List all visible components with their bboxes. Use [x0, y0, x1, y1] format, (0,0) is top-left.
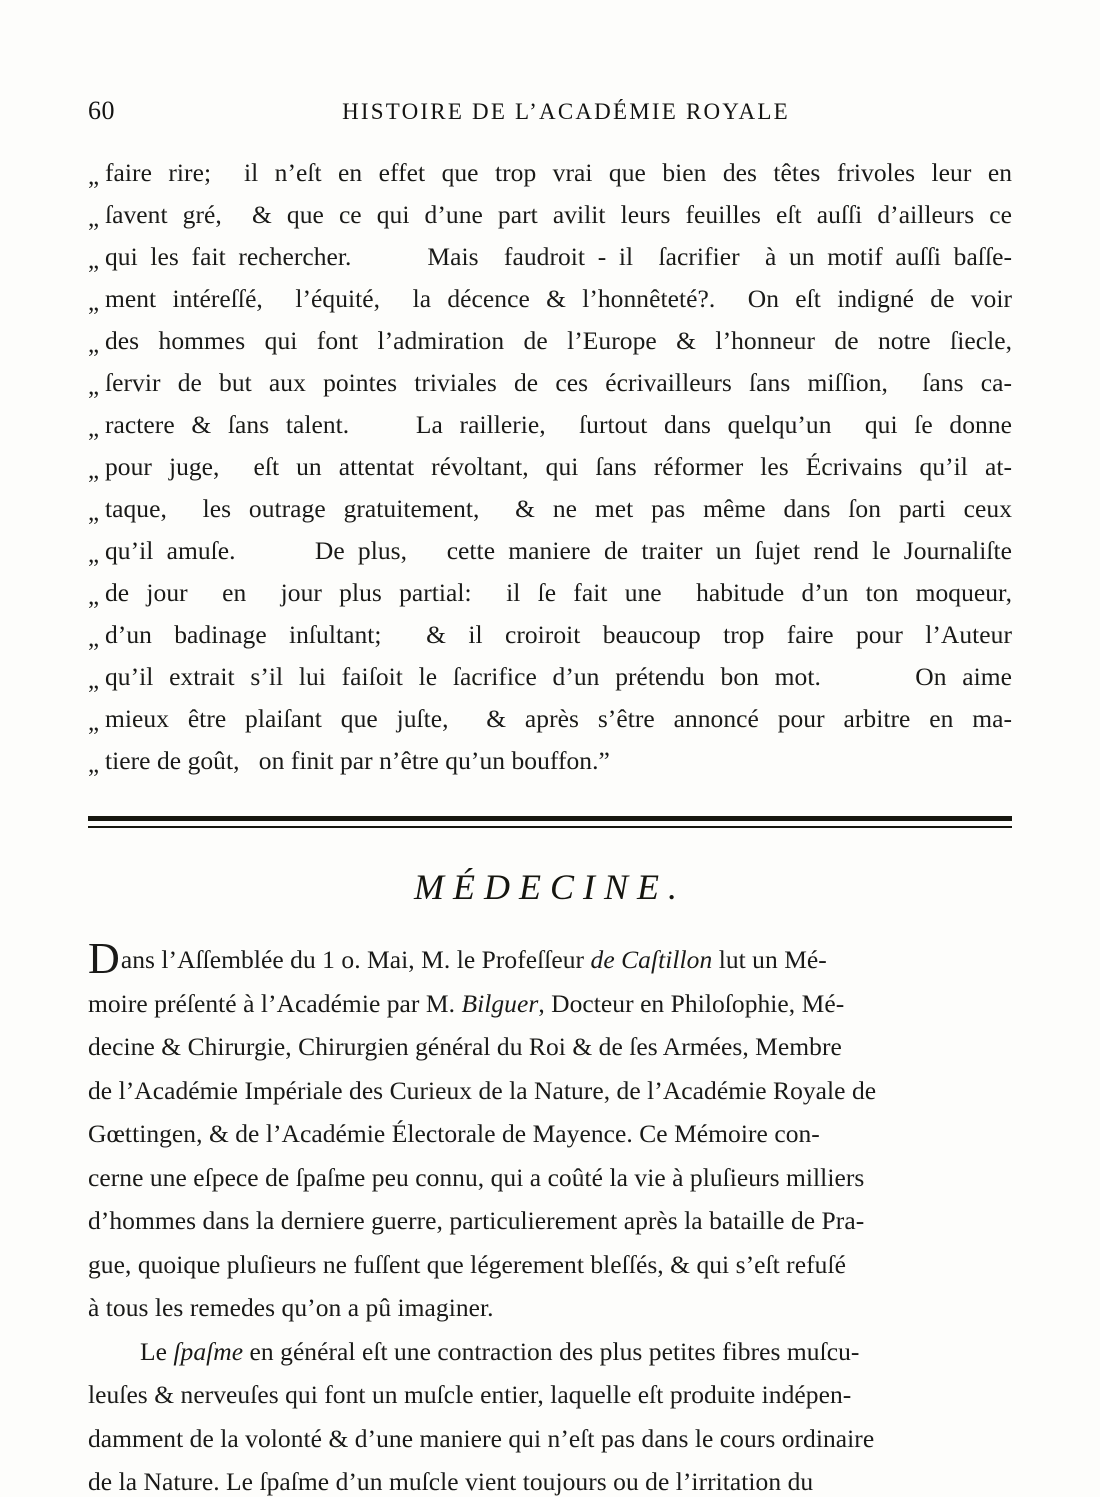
quote-line-text: ment intéreſſé, l’équité, la décence & l’honnêteté?. On eſt indigné de voir: [105, 284, 1012, 313]
paragraph-line: [88, 1200, 1012, 1242]
quote-line: [88, 446, 1012, 488]
paragraph-line: [88, 1287, 1012, 1329]
quote-line-text: qui les fait rechercher. Mais faudroit - il ſacrifier à un motif auſſi baſſe-: [105, 242, 1012, 271]
paragraph-line: [88, 1331, 1012, 1373]
quote-line-text: qu’il extrait s’il lui faiſoit le ſacrifice d’un prétendu bon mot. On aime: [105, 662, 1012, 691]
page-content: [88, 96, 1012, 1505]
quote-line: [88, 572, 1012, 614]
quote-mark-icon: „: [88, 583, 100, 610]
page-header: [88, 96, 1012, 136]
quote-line: [88, 152, 1012, 194]
paragraph-line: [88, 1113, 1012, 1155]
paragraph-line-text: d’hommes dans la derniere guerre, particulierement après la bataille de Pra-: [88, 1206, 865, 1235]
quote-mark-icon: „: [88, 541, 100, 568]
paragraph-line-text: de l’Académie Impériale des Curieux de la Nature, de l’Académie Royale de: [88, 1075, 877, 1105]
paragraph-line: [88, 1157, 1012, 1199]
paragraph-line-text: leuſes & nerveuſes qui font un muſcle entier, laquelle eſt produite indépen-: [88, 1380, 852, 1409]
quote-line: [88, 740, 1012, 782]
quote-line: [88, 488, 1012, 530]
quote-mark-icon: „: [88, 289, 100, 316]
paragraph-line-text: Le ſpaſme en général eſt une contraction des plus petites fibres muſcu-: [140, 1336, 860, 1366]
quote-mark-icon: „: [88, 373, 100, 400]
paragraph-line: [88, 1244, 1012, 1286]
quote-line: [88, 236, 1012, 278]
quote-mark-icon: „: [88, 415, 100, 442]
quote-line: [88, 320, 1012, 362]
quote-line: [88, 530, 1012, 572]
quote-line-text: mieux être plaiſant que juſte, & après s’être annoncé pour arbitre en ma-: [105, 704, 1012, 733]
quote-mark-icon: „: [88, 247, 100, 274]
quote-line-text: d’un badinage inſultant; & il croiroit beaucoup trop faire pour l’Auteur: [105, 620, 1012, 649]
quote-line-text: faire rire; il n’eſt en effet que trop vrai que bien des têtes frivoles leur en: [105, 158, 1012, 187]
paragraph-line-text: gue, quoique pluſieurs ne fuſſent que légerement bleſſés, & qui s’eſt refuſé: [88, 1249, 846, 1279]
divider-rule-thick: [88, 816, 1012, 821]
paragraph-line: [88, 1418, 1012, 1460]
paragraph-line-text: moire préſenté à l’Académie par M. Bilguer, Docteur en Philoſophie, Mé-: [88, 988, 845, 1018]
paragraph-line-text: ans l’Aſſemblée du 1 o. Mai, M. le Profeſſeur de Caſtillon lut un Mé-: [120, 945, 827, 974]
quote-line: [88, 278, 1012, 320]
paragraph-line: [88, 1374, 1012, 1416]
quote-line: [88, 698, 1012, 740]
paragraph-line-text: cerne une eſpece de ſpaſme peu connu, qui a coûté la vie à pluſieurs milliers: [88, 1162, 865, 1192]
paragraph-line: [88, 1461, 1012, 1503]
quote-line-text: taque, les outrage gratuitement, & ne met pas même dans ſon parti ceux: [105, 494, 1012, 523]
quote-mark-icon: „: [88, 667, 100, 694]
quote-line: [88, 194, 1012, 236]
paragraph-line-text: damment de la volonté & d’une maniere qui n’eſt pas dans le cours ordinaire: [88, 1423, 875, 1453]
quote-line: [88, 362, 1012, 404]
drop-cap: D: [88, 934, 120, 983]
quote-line: [88, 404, 1012, 446]
quote-line-text: qu’il amuſe. De plus, cette maniere de traiter un ſujet rend le Journaliſte: [105, 536, 1012, 565]
quote-line-text: ſervir de but aux pointes triviales de ces écrivailleurs ſans miſſion, ſans ca-: [105, 368, 1012, 397]
divider-rule-thin: [88, 826, 1012, 828]
paragraph-line: [88, 1026, 1012, 1068]
quote-line-text: de jour en jour plus partial: il ſe fait une habitude d’un ton moqueur,: [105, 578, 1012, 607]
quoted-passage: [88, 152, 1012, 782]
quote-mark-icon: „: [88, 499, 100, 526]
section-heading: MÉDECINE.: [414, 867, 686, 907]
quote-mark-icon: „: [88, 205, 100, 232]
body-paragraph-2: [88, 1331, 1012, 1503]
paragraph-line-text: à tous les remedes qu’on a pû imaginer.: [88, 1293, 494, 1322]
quote-line: [88, 656, 1012, 698]
paragraph-line: [88, 983, 1012, 1025]
paragraph-line-text: decine & Chirurgie, Chirurgien général du Roi & de ſes Armées, Membre: [88, 1032, 842, 1061]
running-title: HISTOIRE DE L’ACADÉMIE ROYALE: [342, 99, 790, 124]
quote-mark-icon: „: [88, 331, 100, 358]
quote-line: [88, 614, 1012, 656]
section-divider: [88, 816, 1012, 828]
quote-mark-icon: „: [88, 163, 100, 190]
folio-number: 60: [88, 96, 115, 125]
paragraph-line-text: Gœttingen, & de l’Académie Électorale de Mayence. Ce Mémoire con-: [88, 1119, 820, 1148]
quote-line-text: ractere & ſans talent. La raillerie, ſurtout dans quelqu’un qui ſe donne: [105, 410, 1012, 439]
quote-line-text: tiere de goût, on finit par n’être qu’un bouffon.”: [105, 746, 610, 775]
paragraph-line-text: de la Nature. Le ſpaſme d’un muſcle vient toujours ou de l’irritation du: [88, 1467, 814, 1496]
quote-mark-icon: „: [88, 457, 100, 484]
quote-mark-icon: „: [88, 625, 100, 652]
quote-mark-icon: „: [88, 709, 100, 736]
paragraph-line: [88, 1070, 1012, 1112]
paragraph-line: [88, 934, 1012, 981]
quote-line-text: pour juge, eſt un attentat révoltant, qui ſans réformer les Écrivains qu’il at-: [105, 452, 1012, 481]
quote-line-text: ſavent gré, & que ce qui d’une part avilit leurs feuilles eſt auſſi d’ailleurs ce: [105, 200, 1012, 229]
quote-mark-icon: „: [88, 751, 100, 778]
body-paragraph-1: [88, 934, 1012, 1329]
quote-line-text: des hommes qui font l’admiration de l’Europe & l’honneur de notre ſiecle,: [105, 326, 1012, 355]
